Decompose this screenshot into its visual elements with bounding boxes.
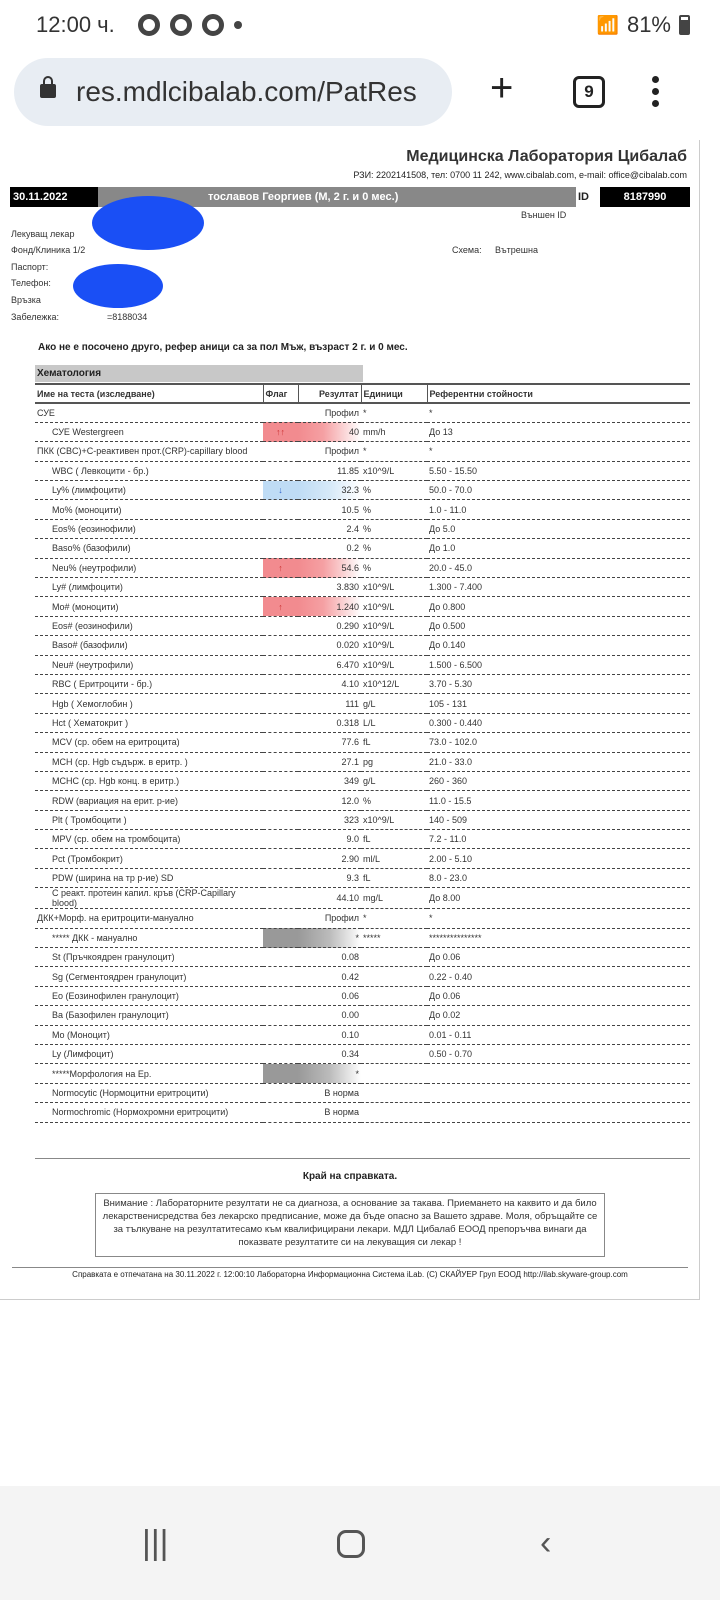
result: 9.3	[298, 868, 361, 887]
reference-range: 50.0 - 70.0	[427, 481, 690, 500]
result: *	[298, 928, 361, 947]
result: 0.06	[298, 986, 361, 1005]
flag	[263, 1025, 298, 1044]
patient-name: тославов Георгиев (М, 2 г. и 0 мес.)	[208, 191, 399, 203]
test-name: ПКК (CBC)+C-реактивен прот.(CRP)-capillary blood	[35, 442, 263, 461]
units	[361, 986, 427, 1005]
test-name: СУЕ Westergreen	[35, 422, 263, 441]
table-row	[35, 539, 690, 558]
battery-percent: 81%	[626, 12, 671, 37]
reference-range: 1.300 - 7.400	[427, 578, 690, 597]
home-button[interactable]	[337, 1530, 365, 1558]
reference-range: 1.500 - 6.500	[427, 655, 690, 674]
test-name: Baso# (базофили)	[35, 636, 263, 655]
reference-range: 11.0 - 15.5	[427, 791, 690, 810]
note-value: =8188034	[107, 312, 148, 322]
reference-range: До 5.0	[427, 519, 690, 538]
result: Профил	[298, 403, 361, 422]
redaction-mark	[73, 264, 163, 308]
reference-range: До 0.140	[427, 636, 690, 655]
recent-apps-button[interactable]: |||	[142, 1524, 169, 1562]
external-id-label: Външен ID	[521, 210, 567, 220]
chrome-icon	[170, 14, 192, 36]
divider	[35, 1158, 690, 1159]
result: 1.240	[298, 597, 361, 616]
reference-range: 0.01 - 0.11	[427, 1025, 690, 1044]
reference-range: *	[427, 442, 690, 461]
new-tab-button[interactable]: +	[490, 66, 514, 110]
report-end: Край на справката.	[302, 1171, 398, 1182]
test-name: Hgb ( Хемоглобин )	[35, 694, 263, 713]
flag	[263, 967, 298, 986]
test-name: Mo% (моноцити)	[35, 500, 263, 519]
table-row	[35, 500, 690, 519]
flag	[263, 403, 298, 422]
reference-range: 1.0 - 11.0	[427, 500, 690, 519]
result: 4.10	[298, 674, 361, 693]
result: 9.0	[298, 830, 361, 849]
reference-range: *	[427, 909, 690, 928]
units: x10^12/L	[361, 674, 427, 693]
result: 0.34	[298, 1045, 361, 1064]
units: mm/h	[361, 422, 427, 441]
units: fL	[361, 733, 427, 752]
more-notifications-icon	[234, 21, 242, 29]
flag	[263, 1064, 298, 1083]
units: x10^9/L	[361, 578, 427, 597]
wifi-icon: 📶	[596, 14, 619, 35]
units: g/L	[361, 694, 427, 713]
flag	[263, 539, 298, 558]
navigation-bar	[0, 1486, 720, 1600]
flag	[263, 500, 298, 519]
patient-bar	[10, 187, 576, 207]
warning-box: Внимание : Лабораторните резултати не са диагноза, а основание за такава. Приемането на каквито и да било лекарственисредства без лекарско предписание, може да бъде опасно за Вашето здраве. Моля, обръщайте се за тълкуване на резултатитесамо към квалифицирани лекари. МДЛ Цибалаб ЕООД препоръчва винаги да показвате резултатите си на лекуващия си лекар !	[95, 1193, 605, 1257]
test-name: St (Пръчкоядрен гранулоцит)	[35, 948, 263, 967]
table-row	[35, 810, 690, 829]
test-name: Ly (Лимфоцит)	[35, 1045, 263, 1064]
flag	[263, 636, 298, 655]
flag	[263, 810, 298, 829]
reference-range: 8.0 - 23.0	[427, 868, 690, 887]
flag	[263, 694, 298, 713]
reference-range: 0.50 - 0.70	[427, 1045, 690, 1064]
result: 54.6	[298, 558, 361, 577]
test-name: Ly% (лимфоцити)	[35, 481, 263, 500]
units: x10^9/L	[361, 810, 427, 829]
units: pg	[361, 752, 427, 771]
result: 323	[298, 810, 361, 829]
test-name: MCV (ср. обем на еритроцита)	[35, 733, 263, 752]
report-date: 30.11.2022	[10, 187, 98, 207]
flag	[263, 849, 298, 868]
flag	[263, 519, 298, 538]
status-bar	[0, 0, 720, 50]
flag	[263, 674, 298, 693]
result: 2.90	[298, 849, 361, 868]
units: x10^9/L	[361, 616, 427, 635]
table-row	[35, 791, 690, 810]
flag	[263, 1045, 298, 1064]
results-table	[35, 383, 690, 1123]
table-row	[35, 888, 690, 909]
result: 40	[298, 422, 361, 441]
units: fL	[361, 868, 427, 887]
units	[361, 1103, 427, 1122]
table-row	[35, 771, 690, 790]
test-name: С реакт. протеин капил. кръв (CRP-Capillary blood)	[35, 888, 263, 909]
flag	[263, 986, 298, 1005]
table-row	[35, 733, 690, 752]
chrome-icon	[202, 14, 224, 36]
result: Профил	[298, 909, 361, 928]
result: 0.2	[298, 539, 361, 558]
test-name: Eos# (еозинофили)	[35, 616, 263, 635]
table-row	[35, 868, 690, 887]
table-row	[35, 442, 690, 461]
reference-range: 2.00 - 5.10	[427, 849, 690, 868]
flag	[263, 909, 298, 928]
flag	[263, 1006, 298, 1025]
flag	[263, 1103, 298, 1122]
redaction-mark	[92, 196, 204, 250]
reference-range: ***************	[427, 928, 690, 947]
table-row	[35, 636, 690, 655]
flag	[263, 888, 298, 909]
units	[361, 948, 427, 967]
reference-range	[427, 1103, 690, 1122]
col-flag: Флаг	[263, 384, 298, 403]
result: 10.5	[298, 500, 361, 519]
result: 0.08	[298, 948, 361, 967]
units	[361, 1083, 427, 1102]
test-name: MPV (ср. обем на тромбоцита)	[35, 830, 263, 849]
units	[361, 967, 427, 986]
test-name: Normochromic (Нормохромни еритроцити)	[35, 1103, 263, 1122]
result: 32.3	[298, 481, 361, 500]
reference-range: *	[427, 403, 690, 422]
reference-range: 5.50 - 15.50	[427, 461, 690, 480]
table-row	[35, 422, 690, 441]
test-name: Plt ( Тромбоцити )	[35, 810, 263, 829]
reference-range: 0.300 - 0.440	[427, 713, 690, 732]
flag	[263, 830, 298, 849]
table-row	[35, 1103, 690, 1122]
result: 11.85	[298, 461, 361, 480]
flag: ↑	[263, 558, 298, 577]
col-result: Резултат	[298, 384, 361, 403]
report-id: 8187990	[600, 187, 690, 207]
result: 0.020	[298, 636, 361, 655]
test-name: Eos% (еозинофили)	[35, 519, 263, 538]
flag	[263, 928, 298, 947]
table-row	[35, 909, 690, 928]
table-row	[35, 616, 690, 635]
table-row	[35, 674, 690, 693]
flag: ↑	[263, 597, 298, 616]
result: В норма	[298, 1103, 361, 1122]
units: %	[361, 558, 427, 577]
table-row	[35, 519, 690, 538]
result: В норма	[298, 1083, 361, 1102]
fund-label: Фонд/Клиника 1/2	[11, 245, 86, 255]
result: 12.0	[298, 791, 361, 810]
col-name: Име на теста (изследване)	[35, 384, 263, 403]
result: 27.1	[298, 752, 361, 771]
units: x10^9/L	[361, 655, 427, 674]
units: x10^9/L	[361, 597, 427, 616]
reference-range: 0.22 - 0.40	[427, 967, 690, 986]
units: *****	[361, 928, 427, 947]
table-row	[35, 558, 690, 577]
result: 0.290	[298, 616, 361, 635]
reference-range: До 0.06	[427, 948, 690, 967]
test-name: СУЕ	[35, 403, 263, 422]
table-row	[35, 967, 690, 986]
table-row	[35, 830, 690, 849]
test-name: Baso% (базофили)	[35, 539, 263, 558]
table-row	[35, 1045, 690, 1064]
test-name: Mo (Моноцит)	[35, 1025, 263, 1044]
test-name: Normocytic (Нормоцитни еритроцити)	[35, 1083, 263, 1102]
flag	[263, 868, 298, 887]
reference-range: 3.70 - 5.30	[427, 674, 690, 693]
test-name: PDW (ширина на тр р-ие) SD	[35, 868, 263, 887]
reference-range: 260 - 360	[427, 771, 690, 790]
table-row	[35, 1064, 690, 1083]
units: %	[361, 791, 427, 810]
test-name: *****Морфология на Ер.	[35, 1064, 263, 1083]
units: x10^9/L	[361, 461, 427, 480]
units: %	[361, 539, 427, 558]
test-name: Ba (Базофилен гранулоцит)	[35, 1006, 263, 1025]
units: %	[361, 500, 427, 519]
test-name: Eo (Еозинофилен гранулоцит)	[35, 986, 263, 1005]
test-name: Ly# (лимфоцити)	[35, 578, 263, 597]
scheme-label: Схема:	[452, 245, 482, 255]
test-name: Pct (Тромбокрит)	[35, 849, 263, 868]
table-row	[35, 578, 690, 597]
table-row	[35, 694, 690, 713]
result: 0.318	[298, 713, 361, 732]
test-name: Neu# (неутрофили)	[35, 655, 263, 674]
reference-range: 105 - 131	[427, 694, 690, 713]
units: *	[361, 909, 427, 928]
result: 2.4	[298, 519, 361, 538]
table-row	[35, 597, 690, 616]
units	[361, 1045, 427, 1064]
chrome-icon	[138, 14, 160, 36]
result: 349	[298, 771, 361, 790]
reference-range: До 0.500	[427, 616, 690, 635]
address-bar[interactable]	[14, 58, 452, 126]
units	[361, 1025, 427, 1044]
units	[361, 1064, 427, 1083]
table-row	[35, 986, 690, 1005]
reference-range: До 8.00	[427, 888, 690, 909]
test-name: Mo# (моноцити)	[35, 597, 263, 616]
units: g/L	[361, 771, 427, 790]
reference-range: До 13	[427, 422, 690, 441]
test-name: Sg (Сегментоядрен гранулоцит)	[35, 967, 263, 986]
doctor-label: Лекуващ лекар	[11, 229, 75, 239]
reference-range: До 0.06	[427, 986, 690, 1005]
table-row	[35, 481, 690, 500]
test-name: WBC ( Левкоцити - бр.)	[35, 461, 263, 480]
test-name: ***** ДКК - мануално	[35, 928, 263, 947]
table-row	[35, 1083, 690, 1102]
table-row	[35, 948, 690, 967]
tab-switcher-button[interactable]: 9	[573, 76, 605, 108]
flag	[263, 616, 298, 635]
url-text[interactable]: res.mdlcibalab.com/PatRes	[76, 76, 417, 107]
reference-range: 20.0 - 45.0	[427, 558, 690, 577]
result: *	[298, 1064, 361, 1083]
units: *	[361, 403, 427, 422]
table-row	[35, 403, 690, 422]
flag: ↓	[263, 481, 298, 500]
reference-range: 140 - 509	[427, 810, 690, 829]
col-units: Единици	[361, 384, 427, 403]
result: 44.10	[298, 888, 361, 909]
result: 77.6	[298, 733, 361, 752]
section-title: Хематология	[35, 365, 363, 382]
flag: ↑↑	[263, 422, 298, 441]
units: ml/L	[361, 849, 427, 868]
test-name: Hct ( Хематокрит )	[35, 713, 263, 732]
reference-range: До 0.02	[427, 1006, 690, 1025]
flag	[263, 1083, 298, 1102]
units: %	[361, 519, 427, 538]
note-label: Забележка:	[11, 312, 60, 322]
result: 0.10	[298, 1025, 361, 1044]
units	[361, 1006, 427, 1025]
test-name: MCHC (ср. Hgb конц. в еритр.)	[35, 771, 263, 790]
flag	[263, 948, 298, 967]
table-row	[35, 849, 690, 868]
units: fL	[361, 830, 427, 849]
flag	[263, 733, 298, 752]
table-row	[35, 928, 690, 947]
table-row	[35, 655, 690, 674]
result: 111	[298, 694, 361, 713]
lock-icon	[40, 84, 56, 98]
units: L/L	[361, 713, 427, 732]
reference-range: 21.0 - 33.0	[427, 752, 690, 771]
flag	[263, 655, 298, 674]
table-row	[35, 713, 690, 732]
result: Профил	[298, 442, 361, 461]
flag	[263, 713, 298, 732]
link-label: Връзка	[11, 295, 41, 305]
reference-range: До 1.0	[427, 539, 690, 558]
battery-icon	[679, 15, 690, 35]
test-name: ДКК+Морф. на еритроцити-мануално	[35, 909, 263, 928]
units: x10^9/L	[361, 636, 427, 655]
reference-range	[427, 1083, 690, 1102]
scheme-value: Вътрешна	[495, 245, 538, 255]
more-menu-icon[interactable]	[652, 76, 662, 112]
reference-range: 7.2 - 11.0	[427, 830, 690, 849]
flag	[263, 791, 298, 810]
flag	[263, 771, 298, 790]
units: *	[361, 442, 427, 461]
passport-label: Паспорт:	[11, 262, 49, 272]
test-name: Neu% (неутрофили)	[35, 558, 263, 577]
reference-note: Ако не е посочено друго, рефер аници са за пол Мъж, възраст 2 г. и 0 мес.	[38, 342, 408, 353]
result: 0.42	[298, 967, 361, 986]
flag	[263, 442, 298, 461]
test-name: RBC ( Еритроцити - бр.)	[35, 674, 263, 693]
result: 0.00	[298, 1006, 361, 1025]
lab-name: Медицинска Лаборатория Цибалаб	[406, 148, 687, 165]
lab-info: РЗИ: 2202141508, тел: 0700 11 242, www.cibalab.com, e-mail: office@cibalab.com	[353, 170, 687, 180]
reference-range	[427, 1064, 690, 1083]
id-label: ID	[578, 191, 589, 203]
test-name: RDW (вариация на ерит. р-ие)	[35, 791, 263, 810]
back-button[interactable]: ‹	[540, 1524, 552, 1562]
print-footer: Справката е отпечатана на 30.11.2022 г. 12:00:10 Лабораторна Информационна Система iLab. (C) СКАЙУЕР Груп ЕООД http://ilab.skyware-group.com	[12, 1267, 688, 1279]
table-row	[35, 461, 690, 480]
reference-range: 73.0 - 102.0	[427, 733, 690, 752]
clock: 12:00 ч.	[36, 12, 115, 37]
units: mg/L	[361, 888, 427, 909]
reference-range: До 0.800	[427, 597, 690, 616]
table-row	[35, 1025, 690, 1044]
lab-report	[0, 140, 700, 1300]
flag	[263, 461, 298, 480]
units: %	[361, 481, 427, 500]
phone-label: Телефон:	[11, 278, 51, 288]
flag	[263, 578, 298, 597]
table-row	[35, 752, 690, 771]
flag	[263, 752, 298, 771]
col-reference: Референтни стойности	[427, 384, 690, 403]
result: 3.830	[298, 578, 361, 597]
test-name: MCH (ср. Hgb съдърж. в еритр. )	[35, 752, 263, 771]
result: 6.470	[298, 655, 361, 674]
table-row	[35, 1006, 690, 1025]
